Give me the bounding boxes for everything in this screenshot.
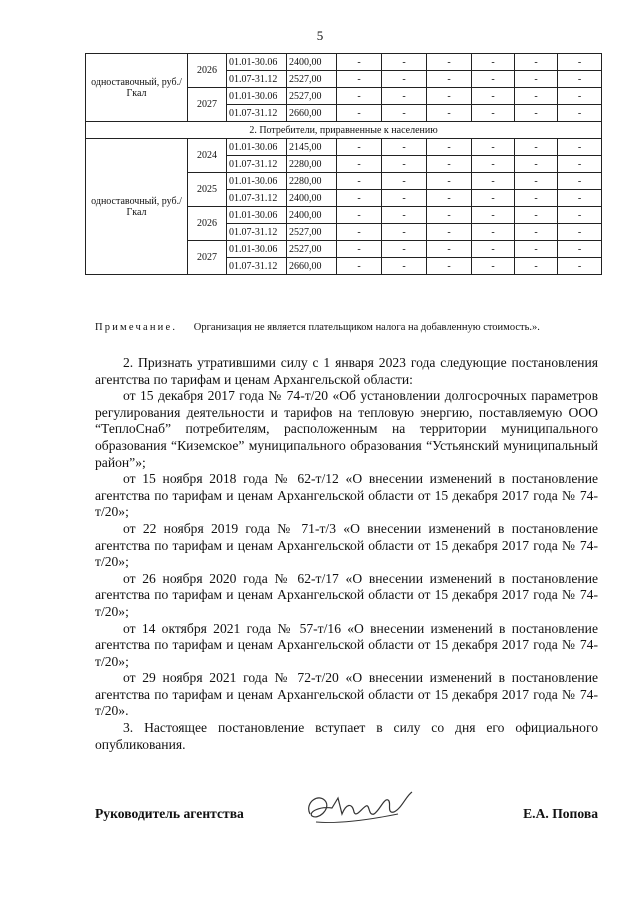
empty-value-cell: - [472, 224, 515, 241]
repealed-decree-5: от 14 октября 2021 года № 57-т/16 «О внесении изменений в постановление агентства по тарифам и ценам Архангельской области от 15 декабря 2017 года № 74-т/20»; [95, 620, 598, 669]
empty-value-cell: - [427, 241, 472, 258]
year-cell: 2027 [188, 241, 227, 275]
tariff-value-cell: 2400,00 [287, 190, 337, 207]
empty-value-cell: - [382, 105, 427, 122]
handwritten-signature [298, 784, 418, 832]
empty-value-cell: - [472, 190, 515, 207]
empty-value-cell: - [515, 258, 558, 275]
empty-value-cell: - [558, 207, 602, 224]
empty-value-cell: - [427, 139, 472, 156]
page-number: 5 [316, 28, 324, 43]
tariff-value-cell: 2400,00 [287, 54, 337, 71]
table-row [86, 54, 602, 71]
empty-value-cell: - [558, 173, 602, 190]
empty-value-cell: - [337, 258, 382, 275]
empty-value-cell: - [515, 71, 558, 88]
empty-value-cell: - [558, 156, 602, 173]
empty-value-cell: - [515, 156, 558, 173]
tariff-value-cell: 2527,00 [287, 241, 337, 258]
period-cell: 01.01-30.06 [227, 88, 287, 105]
tariff-value-cell: 2280,00 [287, 156, 337, 173]
paragraph-item-3: 3. Настоящее постановление вступает в силу со дня его официального опубликования. [95, 720, 598, 752]
note-text: Организация не является плательщиком налога на добавленную стоимость.». [193, 322, 540, 333]
empty-value-cell: - [515, 54, 558, 71]
empty-value-cell: - [427, 88, 472, 105]
empty-value-cell: - [472, 258, 515, 275]
section-title: 2. Потребители, приравненные к населению [86, 122, 602, 139]
empty-value-cell: - [337, 190, 382, 207]
empty-value-cell: - [472, 207, 515, 224]
repealed-decree-4: от 26 ноября 2020 года № 62-т/17 «О внесении изменений в постановление агентства по тарифам и ценам Архангельской области от 15 декабря 2017 года № 74-т/20»; [95, 570, 598, 619]
empty-value-cell: - [515, 190, 558, 207]
period-cell: 01.07-31.12 [227, 190, 287, 207]
period-cell: 01.07-31.12 [227, 71, 287, 88]
empty-value-cell: - [427, 207, 472, 224]
table-row [86, 139, 602, 156]
empty-value-cell: - [427, 54, 472, 71]
empty-value-cell: - [472, 241, 515, 258]
tariff-type-cell: одноставочный, руб./Гкал [86, 54, 188, 122]
tariff-type-cell: одноставочный, руб./Гкал [86, 139, 188, 275]
signatory-position: Руководитель агентства [95, 806, 244, 821]
empty-value-cell: - [337, 139, 382, 156]
empty-value-cell: - [337, 156, 382, 173]
tariff-value-cell: 2400,00 [287, 207, 337, 224]
period-cell: 01.07-31.12 [227, 105, 287, 122]
table-note [95, 322, 615, 333]
empty-value-cell: - [558, 139, 602, 156]
empty-value-cell: - [382, 190, 427, 207]
empty-value-cell: - [472, 54, 515, 71]
period-cell: 01.07-31.12 [227, 156, 287, 173]
empty-value-cell: - [515, 139, 558, 156]
empty-value-cell: - [472, 156, 515, 173]
tariff-value-cell: 2527,00 [287, 224, 337, 241]
empty-value-cell: - [382, 139, 427, 156]
body-text [95, 355, 598, 753]
year-cell: 2027 [188, 88, 227, 122]
empty-value-cell: - [472, 88, 515, 105]
empty-value-cell: - [337, 173, 382, 190]
empty-value-cell: - [337, 54, 382, 71]
period-cell: 01.01-30.06 [227, 241, 287, 258]
repealed-decree-6: от 29 ноября 2021 года № 72-т/20 «О внесении изменений в постановление агентства по тарифам и ценам Архангельской области от 15 декабря 2017 года № 74-т/20». [95, 670, 598, 719]
empty-value-cell: - [382, 241, 427, 258]
period-cell: 01.01-30.06 [227, 173, 287, 190]
empty-value-cell: - [515, 173, 558, 190]
empty-value-cell: - [472, 105, 515, 122]
note-label: Примечание. [95, 322, 178, 333]
empty-value-cell: - [382, 207, 427, 224]
empty-value-cell: - [558, 258, 602, 275]
tariff-value-cell: 2660,00 [287, 105, 337, 122]
empty-value-cell: - [382, 258, 427, 275]
empty-value-cell: - [515, 88, 558, 105]
empty-value-cell: - [558, 190, 602, 207]
period-cell: 01.01-30.06 [227, 139, 287, 156]
empty-value-cell: - [515, 105, 558, 122]
paragraph-item-2: 2. Признать утратившими силу с 1 января 2023 года следующие постановления агентства по тарифам и ценам Архангельской области: [95, 355, 598, 387]
year-cell: 2025 [188, 173, 227, 207]
period-cell: 01.01-30.06 [227, 54, 287, 71]
empty-value-cell: - [427, 105, 472, 122]
year-cell: 2024 [188, 139, 227, 173]
tariff-table-body [86, 54, 602, 275]
section-row [86, 122, 602, 139]
empty-value-cell: - [472, 173, 515, 190]
empty-value-cell: - [427, 190, 472, 207]
empty-value-cell: - [337, 241, 382, 258]
empty-value-cell: - [337, 207, 382, 224]
year-cell: 2026 [188, 207, 227, 241]
empty-value-cell: - [337, 88, 382, 105]
repealed-decree-1: от 15 декабря 2017 года № 74-т/20 «Об установлении долгосрочных параметров регулирования деятельности и тарифов на тепловую энергию, поставляемую ООО “ТеплоСнаб” потребителям, расположенным на территории муниципального образования “Киземское” муниципального образования “Устьянский муниципальный район”»; [95, 388, 598, 470]
repealed-decree-3: от 22 ноября 2019 года № 71-т/3 «О внесении изменений в постановление агентства по тарифам и ценам Архангельской области от 15 декабря 2017 года № 74-т/20»; [95, 520, 598, 570]
empty-value-cell: - [382, 71, 427, 88]
empty-value-cell: - [382, 54, 427, 71]
tariff-value-cell: 2280,00 [287, 173, 337, 190]
empty-value-cell: - [337, 105, 382, 122]
empty-value-cell: - [515, 207, 558, 224]
empty-value-cell: - [382, 224, 427, 241]
period-cell: 01.07-31.12 [227, 258, 287, 275]
empty-value-cell: - [472, 71, 515, 88]
empty-value-cell: - [427, 173, 472, 190]
empty-value-cell: - [337, 224, 382, 241]
empty-value-cell: - [558, 241, 602, 258]
year-cell: 2026 [188, 54, 227, 88]
empty-value-cell: - [337, 71, 382, 88]
empty-value-cell: - [515, 241, 558, 258]
period-cell: 01.07-31.12 [227, 224, 287, 241]
tariff-table [85, 53, 602, 275]
empty-value-cell: - [558, 224, 602, 241]
empty-value-cell: - [558, 54, 602, 71]
empty-value-cell: - [427, 71, 472, 88]
tariff-value-cell: 2660,00 [287, 258, 337, 275]
empty-value-cell: - [558, 88, 602, 105]
empty-value-cell: - [382, 156, 427, 173]
empty-value-cell: - [558, 105, 602, 122]
empty-value-cell: - [427, 224, 472, 241]
empty-value-cell: - [472, 139, 515, 156]
period-cell: 01.01-30.06 [227, 207, 287, 224]
empty-value-cell: - [427, 156, 472, 173]
empty-value-cell: - [558, 71, 602, 88]
tariff-value-cell: 2527,00 [287, 71, 337, 88]
tariff-value-cell: 2145,00 [287, 139, 337, 156]
signatory-name: Е.А. Попова [523, 806, 598, 821]
empty-value-cell: - [427, 258, 472, 275]
empty-value-cell: - [515, 224, 558, 241]
empty-value-cell: - [382, 173, 427, 190]
empty-value-cell: - [382, 88, 427, 105]
repealed-decree-2: от 15 ноября 2018 года № 62-т/12 «О внесении изменений в постановление агентства по тарифам и ценам Архангельской области от 15 декабря 2017 года № 74-т/20»; [95, 471, 598, 520]
tariff-value-cell: 2527,00 [287, 88, 337, 105]
